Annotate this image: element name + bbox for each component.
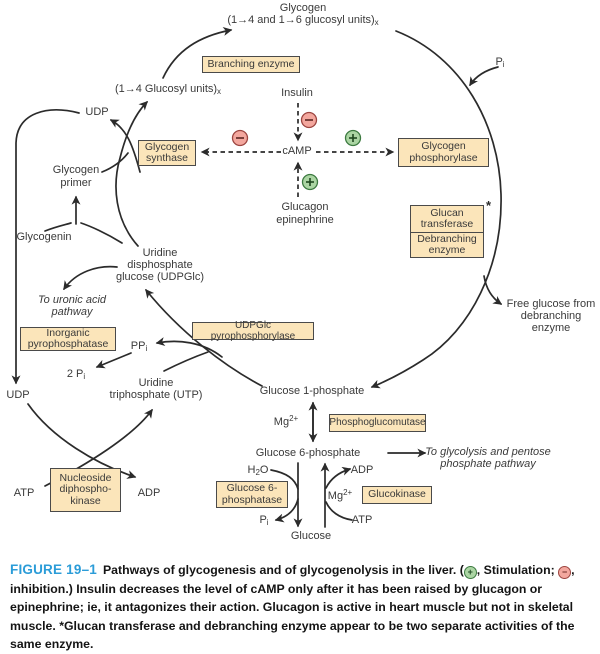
arrow-pi-entry — [470, 67, 498, 85]
label-to-uronic-pathway: To uronic acid pathway — [37, 294, 107, 318]
label-glucose-1-phosphate: Glucose 1-phosphate — [259, 385, 365, 397]
curve-atp-in — [326, 502, 352, 520]
label-adp-left: ADP — [137, 487, 161, 499]
label-insulin: Insulin — [281, 87, 313, 99]
figure-caption: FIGURE 19–1 Pathways of glycogenesis and of glycogenolysis in the liver. ( + , Stimulation; − , inhibition.) Insulin decreases the level of cAMP only after it has been raised by glucagon or epinephrine; ie, it antagonizes their action. Glucagon is active in heart muscle but not in skeletal muscle. *Glucan transferase and debranching enzyme appear to be two separate activities of the same enzyme. — [10, 562, 575, 652]
arrow-ppi-to-2pi — [97, 353, 131, 367]
label-udp-bottom: UDP — [6, 389, 30, 401]
curve-glycogenin-merge-left — [45, 223, 71, 231]
label-to-glycolysis: To glycolysis and pentose phosphate pathway — [425, 446, 551, 470]
label-camp: cAMP — [282, 145, 312, 157]
enzyme-box-phosphoglucomutase: Phosphoglucomutase — [329, 414, 426, 432]
label-glycogen: Glycogen (1→4 and 1→6 glucosyl $units)_x$ — [227, 2, 379, 27]
enzyme-box-stack-debranching — [410, 205, 484, 258]
enzyme-box-glucokinase: Glucokinase — [362, 486, 432, 504]
curve-utp-merge — [164, 352, 208, 371]
label-atp-left: ATP — [13, 487, 35, 499]
label-glycogenin: Glycogenin — [16, 231, 72, 243]
label-mg-phosphoglucomutase: $Mg^{2+}$ — [273, 414, 299, 428]
label-asterisk: * — [486, 198, 492, 213]
enzyme-box-glucan-transferase: Glucan transferase — [410, 205, 484, 233]
enzyme-box-udpglc-pyrophosphorylase: UDPGlc pyrophosphorylase — [192, 322, 314, 340]
label-pi-top: $P_i$ — [495, 56, 505, 69]
label-glucose-6-phosphate: Glucose 6-phosphate — [255, 447, 361, 459]
enzyme-box-glycogen-phosphorylase: Glycogen phosphorylase — [398, 138, 489, 167]
label-free-glucose: Free glucose from debranching enzyme — [506, 298, 596, 334]
label-glucosyl-units: (1→4 Glucosyl $units)_x$ — [114, 83, 222, 96]
label-utp: Uridine triphosphate (UTP) — [109, 377, 203, 401]
inhibition-icon — [302, 113, 317, 128]
enzyme-box-glycogen-synthase: Glycogen synthase — [138, 140, 196, 166]
inhibition-icon — [233, 131, 248, 146]
label-glucagon-epinephrine: Glucagon epinephrine — [276, 201, 334, 226]
stimulation-icon — [303, 175, 318, 190]
label-udp-top: UDP — [85, 106, 109, 118]
label-glycogen-primer: Glycogen primer — [52, 164, 100, 189]
label-mg-glucokinase: $Mg^{2+}$ — [327, 488, 353, 502]
label-pi-bottom: $P_i$ — [259, 514, 269, 527]
label-atp-right: ATP — [351, 514, 373, 526]
enzyme-box-branching-enzyme: Branching enzyme — [202, 56, 300, 73]
label-h2o: $H_2O$ — [247, 464, 269, 477]
label-udpglc: Uridine disphosphate glucose (UDPGlc) — [115, 247, 205, 283]
curve-primer-join — [102, 153, 128, 172]
enzyme-box-debranching-enzyme: Debranching enzyme — [410, 232, 484, 258]
stimulation-icon — [346, 131, 361, 146]
label-ppi: $PP_i$ — [130, 340, 148, 353]
arrow-udpglc-to-glucosyl-units — [116, 102, 147, 246]
enzyme-box-inorganic-pyrophosphatase: Inorganic pyrophosphatase — [20, 327, 116, 351]
inhibition-icon: − — [558, 566, 571, 579]
enzyme-box-glucose-6-phosphatase: Glucose 6- phosphatase — [216, 481, 288, 508]
label-glucose: Glucose — [290, 530, 332, 542]
label-adp-right: ADP — [350, 464, 374, 476]
arrow-to-uronic-pathway — [64, 267, 117, 289]
figure-number: FIGURE 19–1 — [10, 562, 97, 578]
label-2pi: 2 $P_i$ — [66, 368, 86, 381]
stimulation-icon: + — [464, 566, 477, 579]
curve-udpglc-merge-right — [81, 223, 122, 243]
enzyme-box-nucleoside-diphosphokinase: Nucleoside diphospho- kinase — [50, 468, 121, 512]
